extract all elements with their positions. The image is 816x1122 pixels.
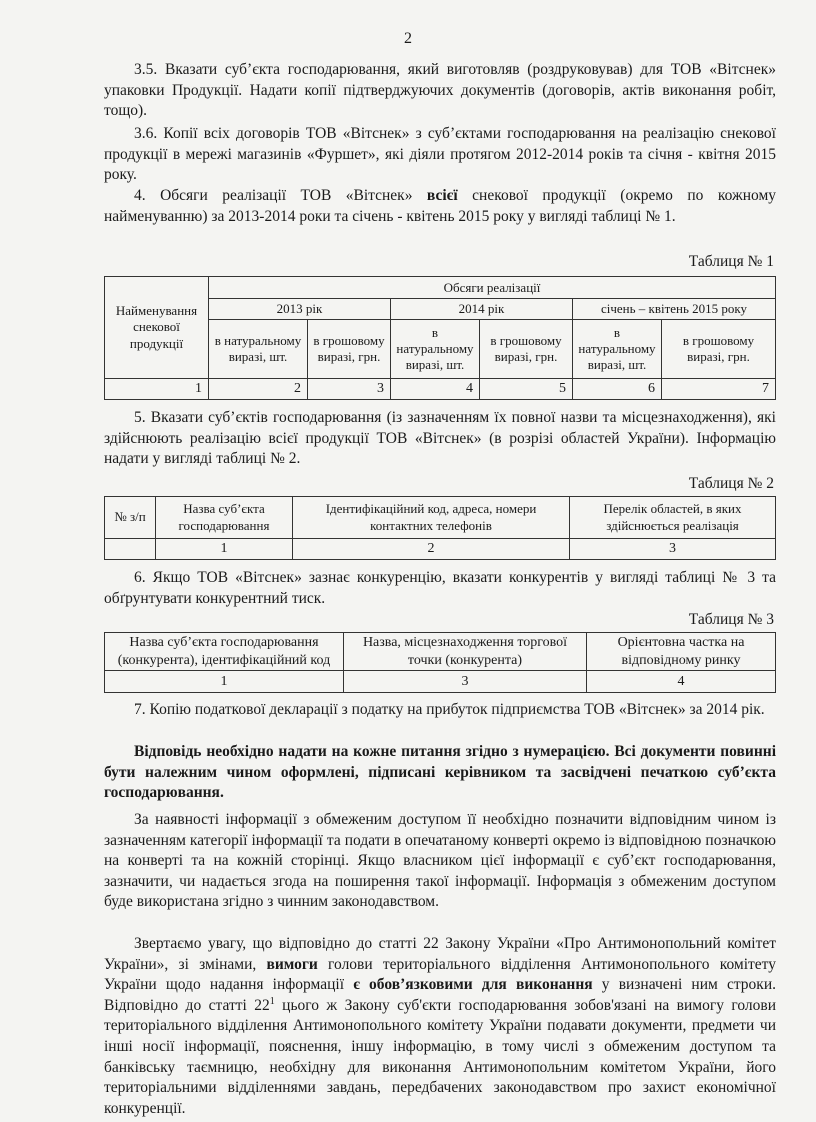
table-1-col-number: 1 [105,379,209,400]
table-2-header: № з/п [105,497,156,539]
table-1-subheader: в грошовому виразі, грн. [662,319,776,378]
table-3-col-number: 1 [105,671,344,693]
restricted-info-paragraph: За наявності інформації з обмеженим доступом її необхідно позначити відповідним чином із зазначенням категорії інформації та подати в опечатаному конверті окремо із відповідною позначкою на конверті та на кожній сторінці. Якщо власником цієї інформації є суб’єкт господарювання, зазначити, чи надається згода на поширення такої інформації. Інформація з обмеженим доступом буде використана згідно з чинним законодавством. [104,811,776,911]
table-1-subheader: в натуральному виразі, шт. [391,319,480,378]
table-1-caption: Таблиця № 1 [688,253,774,270]
table-1-period-2014: 2014 рік [391,299,573,319]
law-bold-1: вимоги [266,955,318,973]
table-1-subheader: в натуральному виразі, шт. [573,319,662,378]
table-2-col-number: 1 [156,539,293,560]
law-superscript: 1 [269,995,275,1007]
table-2-col-number [105,539,156,560]
page-number: 2 [404,30,412,47]
table-1-col-number: 4 [391,379,480,400]
table-1-name-header: Найменування снекової продукції [105,277,209,379]
table-2-header: Перелік областей, в яких здійснюється реалізація [570,497,776,539]
table-1-col-number: 7 [662,379,776,400]
paragraph-3-5: 3.5. Вказати суб’єкта господарювання, який виготовляв (роздруковував) для ТОВ «Вітснек» упаковки Продукції. Надати копії підтверджуючих документів (договорів, актів виконання робіт, тощо). [104,61,776,120]
table-2-col-number: 3 [570,539,776,560]
table-1-col-number: 6 [573,379,662,400]
law-text-3: у визначені ним строки. Відповідно до статті 22 [104,976,776,1014]
table-3-caption: Таблиця № 3 [688,611,774,628]
table-1-subheader: в грошовому виразі, грн. [480,319,573,378]
table-1-subheader: в натуральному виразі, шт. [209,319,308,378]
paragraph-6: 6. Якщо ТОВ «Вітснек» зазнає конкуренцію, вказати конкурентів у вигляді таблиці № 3 та обґрунтувати конкурентний тиск. [104,569,776,607]
table-1-period-2015: січень – квітень 2015 року [573,299,776,319]
table-1 [104,276,776,400]
law-text-4: цього ж Закону суб'єкти господарювання зобов'язані на вимогу голови територіального відділення Антимонопольного комітету України подавати документи, предмети чи інші носії інформації, пояснення, іншу інформацію, в тому числі з обмеженим доступом та банківську таємницю, необхідну для виконання Антимонопольним комітетом України, його територіальними відділеннями завдань, передбачених законодавством про захист економічної конкуренції. [104,996,776,1117]
table-1-col-number: 3 [308,379,391,400]
paragraph-5: 5. Вказати суб’єктів господарювання (із зазначенням їх повної назви та місцезнаходження), які здійснюють реалізацію всієї продукції ТОВ «Вітснек» (в розрізі областей України). Інформацію надати у вигляді таблиці № 2. [104,409,776,468]
p4-text-start: 4. Обсяги реалізації ТОВ «Вітснек» [134,187,427,204]
law-text-1: Звертаємо увагу, що відповідно до статті 22 Закону України «Про Антимонопольний комітет України», зі змінами, [104,935,776,973]
table-2-caption: Таблиця № 2 [688,475,774,492]
law-bold-2: є обов’язковими для виконання [353,976,593,994]
table-3 [104,632,776,693]
paragraph-7: 7. Копію податкової декларації з податку на прибуток підприємства ТОВ «Вітснек» за 2014 рік. [134,701,765,718]
table-2-col-number: 2 [293,539,570,560]
table-1-group-header: Обсяги реалізації [209,277,776,299]
table-2-header: Ідентифікаційний код, адреса, номери контактних телефонів [293,497,570,539]
table-2-header: Назва суб’єкта господарювання [156,497,293,539]
table-3-header: Назва суб’єкта господарювання (конкурента), ідентифікаційний код [105,633,344,671]
law-paragraph [104,934,776,1119]
p4-bold: всієї [426,187,458,204]
paragraph-4 [104,186,776,227]
p4-text-end: снекової продукції (окремо по кожному найменуванню) за 2013-2014 роки та січень - квітень 2015 року у вигляді таблиці № 1. [104,187,777,225]
table-3-col-number: 3 [344,671,587,693]
table-2 [104,496,776,560]
table-3-header: Орієнтовна частка на відповідному ринку [587,633,776,671]
table-1-col-number: 5 [480,379,573,400]
table-3-header: Назва, місцезнаходження торгової точки (конкурента) [344,633,587,671]
table-3-col-number: 4 [587,671,776,693]
table-1-period-2013: 2013 рік [209,299,391,319]
notice-bold: Відповідь необхідно надати на кожне питання згідно з нумерацією. Всі документи повинні бути належним чином оформлені, підписані керівником та засвідчені печаткою суб’єкта господарювання. [104,743,776,802]
paragraph-3-6: 3.6. Копії всіх договорів ТОВ «Вітснек» з суб’єктами господарювання на реалізацію снекової продукції в мережі магазинів «Фуршет», які діяли протягом 2012-2014 років та січня - квітня 2015 року. [104,125,776,184]
table-1-col-number: 2 [209,379,308,400]
table-1-subheader: в грошовому виразі, грн. [308,319,391,378]
law-text-2: голови територіального відділення Антимонопольного комітету України щодо надання інформації [104,955,776,994]
